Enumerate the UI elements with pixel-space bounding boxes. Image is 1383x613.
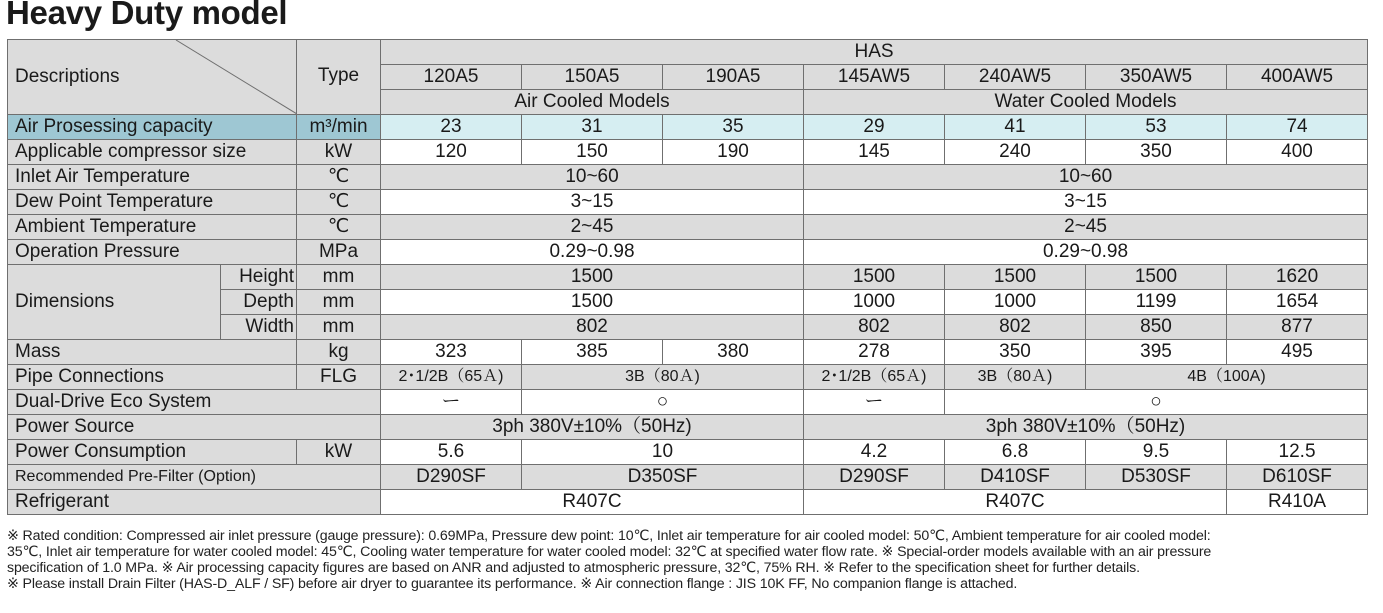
width-unit: mm — [297, 315, 381, 340]
pressure-air: 0.29~0.98 — [381, 240, 804, 265]
dimensions-label: Dimensions — [8, 265, 221, 340]
power-consumption-value: 4.2 — [804, 440, 945, 465]
capacity-value: 53 — [1086, 115, 1227, 140]
mass-value: 278 — [804, 340, 945, 365]
dew-point-label: Dew Point Temperature — [8, 190, 297, 215]
height-air: 1500 — [381, 265, 804, 290]
width-water: 850 — [1086, 315, 1227, 340]
model-header: 190A5 — [663, 65, 804, 90]
footnote-line: specification of 1.0 MPa. ※ Air processing capacity figures are based on ANR and adjusted to atmospheric pressure, 32℃, 75% RH. ※ Refer to the specification sheet for further details. — [7, 560, 1140, 576]
pipe-value: 2･1/2B（65Ａ) — [381, 365, 522, 390]
refrigerant-value: R407C — [381, 490, 804, 515]
compressor-label: Applicable compressor size — [8, 140, 297, 165]
refrigerant-label: Refrigerant — [8, 490, 381, 515]
descriptions-header-cell — [8, 40, 297, 115]
height-label: Height — [221, 265, 297, 290]
eco-value: ー — [381, 390, 522, 415]
depth-water: 1199 — [1086, 290, 1227, 315]
power-consumption-value: 5.6 — [381, 440, 522, 465]
eco-label: Dual-Drive Eco System — [8, 390, 381, 415]
power-consumption-value: 10 — [522, 440, 804, 465]
depth-unit: mm — [297, 290, 381, 315]
page-title: Heavy Duty model — [6, 0, 288, 31]
inlet-temp-water: 10~60 — [804, 165, 1368, 190]
eco-value: ○ — [522, 390, 804, 415]
prefilter-value: D610SF — [1227, 465, 1368, 490]
mass-value: 495 — [1227, 340, 1368, 365]
compressor-value: 150 — [522, 140, 663, 165]
pipe-value: 3B（80Ａ) — [522, 365, 804, 390]
compressor-value: 400 — [1227, 140, 1368, 165]
model-header: 150A5 — [522, 65, 663, 90]
ambient-temp-water: 2~45 — [804, 215, 1368, 240]
series-header: HAS — [381, 40, 1368, 65]
dew-point-air: 3~15 — [381, 190, 804, 215]
compressor-value: 190 — [663, 140, 804, 165]
mass-value: 395 — [1086, 340, 1227, 365]
model-header: 120A5 — [381, 65, 522, 90]
capacity-value: 41 — [945, 115, 1086, 140]
power-consumption-unit: kW — [297, 440, 381, 465]
height-water: 1620 — [1227, 265, 1368, 290]
mass-unit: kg — [297, 340, 381, 365]
power-consumption-value: 12.5 — [1227, 440, 1368, 465]
prefilter-value: D290SF — [381, 465, 522, 490]
model-header: 145AW5 — [804, 65, 945, 90]
height-water: 1500 — [804, 265, 945, 290]
footnote-line: ※ Please install Drain Filter (HAS-D_ALF / SF) before air dryer to guarantee its performance. ※ Air connection flange : JIS 10K FF, No companion flange is attached. — [7, 576, 1018, 592]
depth-water: 1000 — [804, 290, 945, 315]
capacity-value: 29 — [804, 115, 945, 140]
ambient-temp-air: 2~45 — [381, 215, 804, 240]
width-water: 802 — [945, 315, 1086, 340]
power-source-label: Power Source — [8, 415, 381, 440]
power-consumption-label: Power Consumption — [8, 440, 297, 465]
water-cooled-header: Water Cooled Models — [804, 90, 1368, 115]
pipe-value: 3B（80Ａ) — [945, 365, 1086, 390]
compressor-value: 145 — [804, 140, 945, 165]
pipe-value: 4B（100A) — [1086, 365, 1368, 390]
capacity-value: 31 — [522, 115, 663, 140]
prefilter-value: D530SF — [1086, 465, 1227, 490]
depth-water: 1654 — [1227, 290, 1368, 315]
capacity-value: 74 — [1227, 115, 1368, 140]
refrigerant-value: R410A — [1227, 490, 1368, 515]
compressor-value: 120 — [381, 140, 522, 165]
pressure-unit: MPa — [297, 240, 381, 265]
inlet-temp-unit: ℃ — [297, 165, 381, 190]
inlet-temp-label: Inlet Air Temperature — [8, 165, 297, 190]
inlet-temp-air: 10~60 — [381, 165, 804, 190]
spec-table — [7, 39, 1368, 515]
pressure-label: Operation Pressure — [8, 240, 297, 265]
power-source-water: 3ph 380V±10%（50Hz) — [804, 415, 1368, 440]
pipe-label: Pipe Connections — [8, 365, 297, 390]
refrigerant-value: R407C — [804, 490, 1227, 515]
dew-point-water: 3~15 — [804, 190, 1368, 215]
type-header: Type — [317, 65, 360, 86]
footnotes — [7, 528, 1377, 592]
pipe-unit: FLG — [297, 365, 381, 390]
compressor-unit: kW — [297, 140, 381, 165]
compressor-value: 350 — [1086, 140, 1227, 165]
dew-point-unit: ℃ — [297, 190, 381, 215]
power-consumption-value: 9.5 — [1086, 440, 1227, 465]
ambient-temp-unit: ℃ — [297, 215, 381, 240]
eco-value: ー — [804, 390, 945, 415]
height-water: 1500 — [945, 265, 1086, 290]
width-water: 877 — [1227, 315, 1368, 340]
model-header: 400AW5 — [1227, 65, 1368, 90]
prefilter-value: D290SF — [804, 465, 945, 490]
capacity-value: 35 — [663, 115, 804, 140]
mass-value: 380 — [663, 340, 804, 365]
capacity-value: 23 — [381, 115, 522, 140]
mass-value: 350 — [945, 340, 1086, 365]
air-cooled-header: Air Cooled Models — [381, 90, 804, 115]
depth-water: 1000 — [945, 290, 1086, 315]
eco-value: ○ — [945, 390, 1368, 415]
model-header: 240AW5 — [945, 65, 1086, 90]
prefilter-value: D350SF — [522, 465, 804, 490]
prefilter-label: Recommended Pre-Filter (Option) — [8, 465, 381, 490]
capacity-label: Air Prosessing capacity — [8, 115, 297, 140]
type-header-cell — [297, 40, 381, 115]
mass-value: 323 — [381, 340, 522, 365]
mass-label: Mass — [8, 340, 297, 365]
pressure-water: 0.29~0.98 — [804, 240, 1368, 265]
mass-value: 385 — [522, 340, 663, 365]
compressor-value: 240 — [945, 140, 1086, 165]
height-unit: mm — [297, 265, 381, 290]
depth-label: Depth — [221, 290, 297, 315]
height-water: 1500 — [1086, 265, 1227, 290]
capacity-unit: m³/min — [297, 115, 381, 140]
ambient-temp-label: Ambient Temperature — [8, 215, 297, 240]
footnote-line: ※ Rated condition: Compressed air inlet pressure (gauge pressure): 0.69MPa, Pressure dew point: 10℃, Inlet air temperature for air cooled model: 50℃, Ambient temperature for air cooled model: — [7, 528, 1211, 544]
power-consumption-value: 6.8 — [945, 440, 1086, 465]
depth-air: 1500 — [381, 290, 804, 315]
pipe-value: 2･1/2B（65Ａ) — [804, 365, 945, 390]
width-air: 802 — [381, 315, 804, 340]
width-water: 802 — [804, 315, 945, 340]
descriptions-header: Descriptions — [15, 66, 120, 87]
prefilter-value: D410SF — [945, 465, 1086, 490]
power-source-air: 3ph 380V±10%（50Hz) — [381, 415, 804, 440]
footnote-line: 35℃, Inlet air temperature for water cooled model: 45℃, Cooling water temperature for water cooled model: 32℃ at specified water flow rate. ※ Special-order models available with an air pressure — [7, 544, 1212, 560]
width-label: Width — [221, 315, 297, 340]
model-header: 350AW5 — [1086, 65, 1227, 90]
